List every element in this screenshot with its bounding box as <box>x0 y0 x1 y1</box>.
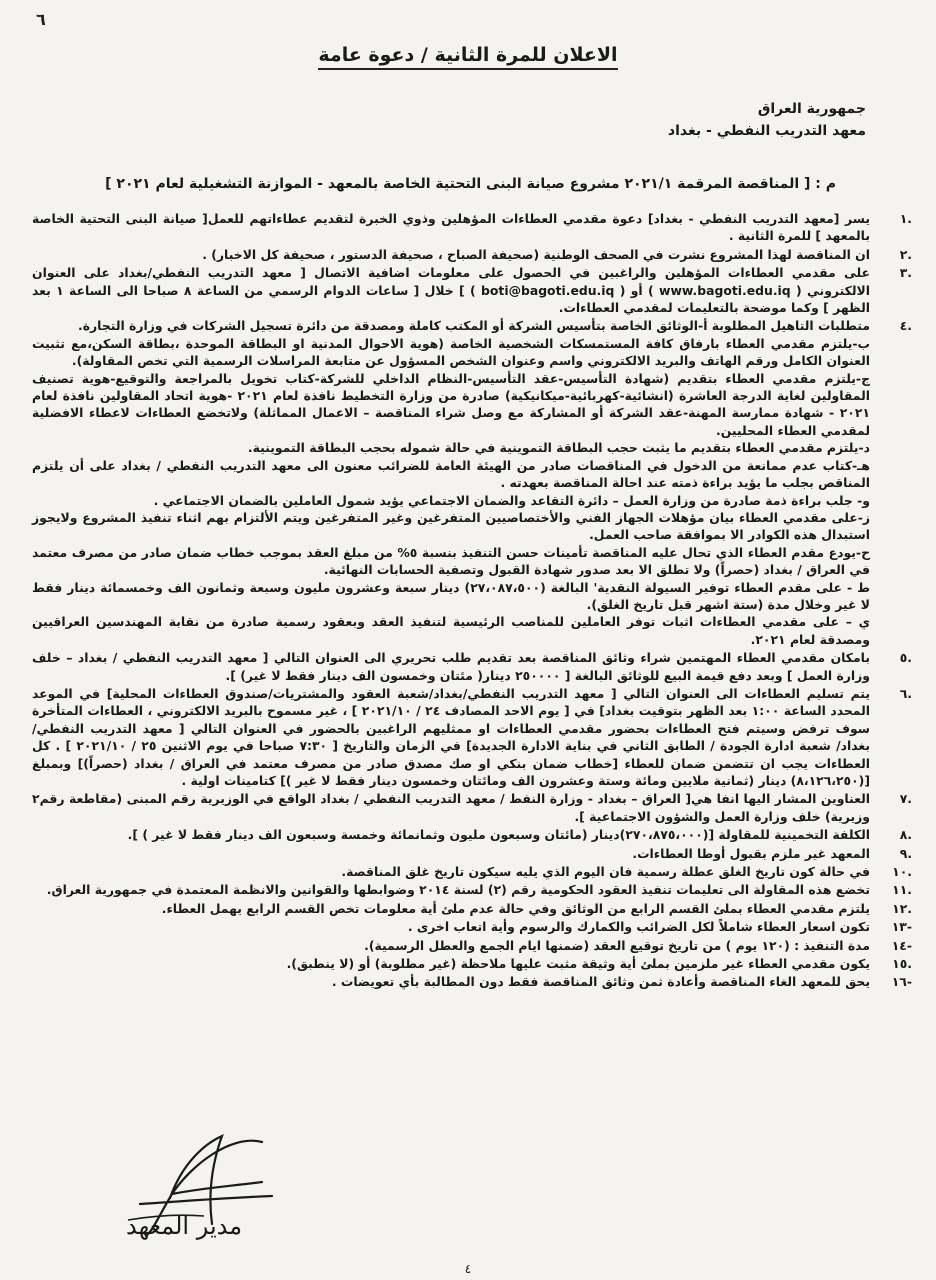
document-title-text: الاعلان للمرة الثانية / دعوة عامة <box>318 44 617 70</box>
item-subclause: و- جلب براءة ذمة صادرة من وزارة العمل – دائرة التقاعد والضمان الاجتماعي يؤيد شمول العاملين بالضمان الاجتماعي . <box>153 492 870 508</box>
item-subclause: ط - على مقدم العطاء توفير السيولة النقدية' البالغة (٢٧،٠٨٧،٥٠٠) دينار سبعة وعشرون مليون وسبعة وثمانون الف وخمسمائة دينار فقط لا غير وخلال مدة (ستة اشهر قبل تاريخ الغلق). <box>32 579 870 612</box>
tender-item <box>32 210 914 245</box>
item-number: .٤ <box>899 318 912 334</box>
item-text: بامكان مقدمي العطاء المهتمين شراء وثائق المناقصة بعد تقديم طلب تحريري الى العنوان التالي [ معهد التدريب النفطي / بغداد – خلف وزارة العمل ] وبعد دفع قيمة البيع للوثائق البالغة [ ٢٥٠٠٠٠ دينار( مئتان وخمسون الف دينار فقط لا غير) ]. <box>32 650 870 683</box>
item-number: .١٥ <box>892 956 912 972</box>
item-text: يحق للمعهد الغاء المناقصة وأعادة ثمن وثائق المناقصة فقط دون المطالبة بأي تعويضات . <box>331 974 870 990</box>
item-text: العناوين المشار اليها انفا هي[ العراق – بغداد - وزارة النفط / معهد التدريب النفطي / بغداد الواقع في الوزيرية رقم المبنى (مقاطعة رقم٢ وزيرية) خلف وزارة العمل والشؤون الاجتماعية ]. <box>32 791 870 824</box>
item-number: .٩ <box>899 845 912 861</box>
item-number: .١ <box>899 211 912 226</box>
corner-mark: ٦ <box>36 10 46 29</box>
tender-item <box>32 317 914 648</box>
tender-item <box>32 863 914 880</box>
item-number: -١٣ <box>891 919 912 935</box>
item-subclause: ب-يلتزم مقدمي العطاء بارفاق كافة المستمسكات الشخصية الخاصة (هوية الاحوال المدنية او البطاقة الموحدة ،بطاقة السكن،مع تثبيت العنوان الكامل ورقم الهاتف والبريد الالكتروني واسم وعنوان الشخص المسؤول عن متابعة المراسلات الرسمية التي تخص المقاولة). <box>32 335 870 369</box>
item-number: -١٦ <box>891 974 912 990</box>
item-text: يكون مقدمي العطاء غير ملزمين بملئ أية وثيقة مثبت عليها ملاحظة (غير مطلوبة) أو (لا ينطبق). <box>286 956 870 972</box>
item-subclause: ز-على مقدمي العطاء بيان مؤهلات الجهاز الفني والأختصاصيين المتفرغين وغير المتفرغين ويتم الألتزام بهم اثناء تنفيذ المشروع ولايجوز استبدال هذه الكوادر الا بموافقة صاحب العمل. <box>32 509 870 543</box>
item-text: يتم تسليم العطاءات الى العنوان التالي [ معهد التدريب النفطي/بغداد/شعبة العقود والمشتريات/صندوق العطاءات المحلية] في الموعد المحدد الساعة ١:٠٠ بعد الظهر بتوقيت بغداد] في [ يوم الاحد المصادف ٢٤ / ٢٠٢١/١٠ ] ، غير مسموح بالبريد الالكتروني ، العطاءات المتأخرة سوف ترفض وسيتم فتح العطاءات بحضور مقدمي العطاءات او ممثليهم الراغبين بالحضور في العنوان التالي [ معهد التدريب النفطي/ بغداد/ شعبة ادارة الجودة / الطابق الثاني في بناية الادارة الجديدة] في الزمان والتاريخ [ ٧:٣٠ صباحا في يوم الاثنين ٢٥ / ٢٠٢١/١٠ ] . كل العطاءات يجب ان تتضمن ضمان للعطاء [خطاب ضمان بنكي او صك مصدق صادر من مصرف معتمد في العراق / بغداد (حصراً)] وبمبلغ [(٨،١٢٦،٢٥٠) دينار (ثمانية ملايين ومائة وستة وعشرون الف ومائتان وخمسون دينار فقط لا غير )] كتامينات اولية . <box>32 685 871 788</box>
letter-header <box>466 98 866 142</box>
tender-item <box>32 649 914 684</box>
tender-item <box>32 973 914 990</box>
tender-items <box>32 210 914 992</box>
item-text: يلتزم مقدمي العطاء بملئ القسم الرابع من الوثائق وفي حالة عدم ملئ أية معلومات تخص القسم الرابع يهمل العطاء. <box>161 900 870 916</box>
tender-item <box>32 937 914 954</box>
item-text: يسر [معهد التدريب النفطي - بغداد] دعوة مقدمي العطاءات المؤهلين وذوي الخبرة لتقديم عطاءاتهم للعمل[ صيانة البنى التحتية الخاصة بالمعهد ] للمرة الثانية . <box>32 211 870 244</box>
item-text: تخضع هذه المقاولة الى تعليمات تنفيذ العقود الحكومية رقم (٢) لسنة ٢٠١٤ وضوابطها والقوانين والانظمة المعتمدة في جمهورية العراق. <box>46 882 870 898</box>
item-subclause: ج-يلتزم مقدمي العطاء بتقديم (شهادة التأسيس-عقد التأسيس-النظام الداخلي للشركة-كتاب تخويل بالمراجعة والتوقيع-هوية تصنيف المقاولين لغاية الدرجة العاشرة (انشائية-كهربائية-ميكانيكية) صادرة من وزارة التخطيط نافذة لعام ٢٠٢١ -هوية اتحاد المقاولين نافذة لعام ٢٠٢١ - شهادة ممارسة المهنة-عقد الشركة أو المشاركة مع وصل شراء المناقصة – الاعمال المماثلة) ولاتخضع العطاءات لاعطاء الافضلية لمقدمي العطاء المحليين. <box>32 370 870 438</box>
tender-item <box>32 246 914 263</box>
subject-line: م : [ المناقصة المرقمة ٢٠٢١/١ مشروع صيانة البنى التحتية الخاصة بالمعهد - الموازنة التشغيلية لعام ٢٠٢١ ] <box>105 176 836 192</box>
item-subclause: هـ-كتاب عدم ممانعة من الدخول في المناقصات صادر من الهيئة العامة للضرائب معنون الى معهد التدريب النفطي / بغداد على أن يلتزم المناقص بجلب ما يؤيد براءة ذمته عند احالة المناقصة بعهدته . <box>32 457 870 491</box>
item-number: .٧ <box>899 791 912 807</box>
header-country: جمهورية العراق <box>757 101 866 117</box>
item-subclause: ي – على مقدمي العطاءات اثبات توفر العاملين للمناصب الرئيسية لتنفيذ العقد وبعقود رسمية صادرة من نقابة المهندسين العراقيين ومصدقة لعام ٢٠٢١. <box>32 614 870 647</box>
item-number: .١٢ <box>892 900 912 916</box>
signer-title: مدير المعهد <box>126 1212 243 1240</box>
item-number: .٣ <box>899 265 912 281</box>
item-subclause: د-يلتزم مقدمي العطاء بتقديم ما يثبت حجب البطاقة التموينية في حالة شموله بحجب البطاقة التموينية. <box>247 440 870 456</box>
tender-item <box>32 790 914 825</box>
tender-item <box>32 264 914 316</box>
item-number: .١٠ <box>892 864 912 880</box>
tender-item <box>32 685 914 789</box>
item-subclause: ح-يودع مقدم العطاء الذي تحال عليه المناقصة تأمينات حسن التنفيذ بنسبة ٥% من مبلغ العقد بموجب خطاب ضمان صادر من مصرف معتمد في العراق / بغداد (حصراً) ولا تطلق الا بعد صدور شهادة القبول وتصفية الحسابات النهائية. <box>32 544 870 578</box>
page-number: ٤ <box>464 1262 472 1276</box>
header-institute: معهد التدريب النفطي - بغداد <box>667 123 866 139</box>
tender-item <box>32 900 914 917</box>
tender-item <box>32 881 914 898</box>
item-number: .٦ <box>899 685 912 701</box>
item-text: الكلفة التخمينية للمقاولة [(٢٧٠،٨٧٥،٠٠٠)دينار (مائتان وسبعون مليون وثمانمائة وخمسة وسبعون الف دينار فقط لا غير ) ]. <box>127 827 870 843</box>
item-text: ان المناقصة لهذا المشروع نشرت في الصحف الوطنية (صحيفة الصباح ، صحيفة الدستور ، صحيفة كل الاخبار) . <box>202 246 870 262</box>
item-text: متطلبات التاهيل المطلوبة أ-الوثائق الخاصة بتأسيس الشركة أو المكتب كاملة ومصدقة من دائرة تسجيل الشركات في وزارة التجارة. <box>78 318 870 334</box>
item-text: المعهد غير ملزم بقبول أوطا العطاءات. <box>632 845 870 861</box>
item-text: في حالة كون تاريخ الغلق عطلة رسمية فان اليوم الذي يليه سيكون تاريخ غلق المناقصة. <box>341 864 870 880</box>
item-number: .٥ <box>899 650 912 666</box>
item-number: .١١ <box>892 882 912 898</box>
item-text: تكون اسعار العطاء شاملاً لكل الضرائب والكمارك والرسوم وأية اتعاب اخرى . <box>407 919 870 935</box>
document-title <box>0 44 936 66</box>
item-number: .٨ <box>899 827 912 843</box>
item-number: -١٤ <box>891 937 912 953</box>
tender-item <box>32 918 914 935</box>
tender-item <box>32 955 914 972</box>
tender-item <box>32 845 914 862</box>
tender-item <box>32 826 914 843</box>
item-text: مدة التنفيذ : (١٢٠ يوم ) من تاريخ توقيع العقد (ضمنها ايام الجمع والعطل الرسمية). <box>364 937 870 953</box>
item-number: .٢ <box>899 246 912 262</box>
item-text: على مقدمي العطاءات المؤهلين والراغبين في الحصول على معلومات اضافية الاتصال [ معهد التدريب النفطي/بغداد على العنوان الالكتروني ( www.bagoti.edu.iq ) أو ( boti@bagoti.edu.iq ) ] خلال [ ساعات الدوام الرسمي من الساعة ٨ صباحا الى الساعة ١ بعد الظهر ] وكما موضحة بالتعليمات لمقدمي العطاءات. <box>32 265 870 316</box>
